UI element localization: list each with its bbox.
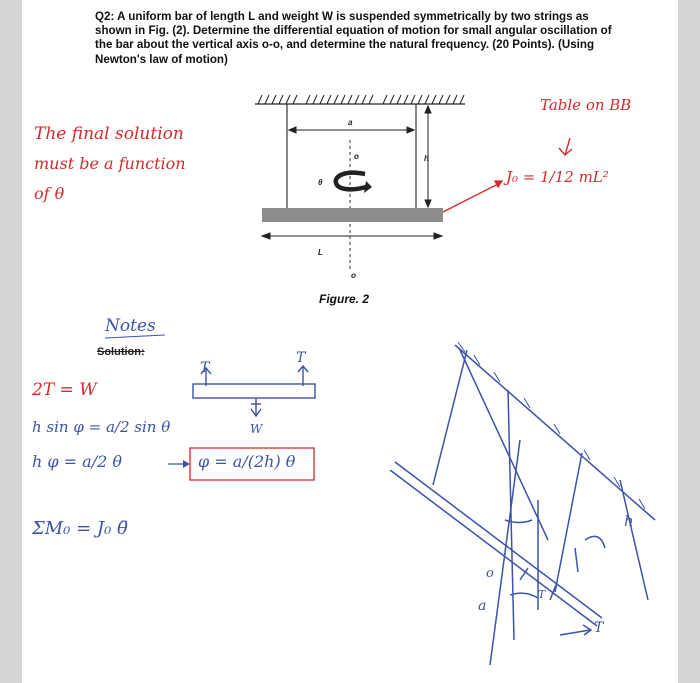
figure-caption: Figure. 2: [319, 292, 370, 306]
figure-label-a: a: [348, 118, 353, 127]
dimension-L: [262, 233, 442, 239]
inertia-formula: J₀ = 1/12 mL²: [506, 168, 609, 186]
figure-label-theta: θ: [318, 178, 323, 187]
rotation-arrow-icon: [336, 173, 366, 190]
fbd-label-T-left: T: [200, 360, 210, 376]
question-rest: is suspended symmetrically by two strings as shown in Fig. (2). Determine the differential equation of motion for small angular oscillation of the bar about the vertical axis o-o, and determine the natural frequency. (20 Points). (Using Newton's law of motion): [95, 10, 612, 66]
fbd-label-W: W: [250, 422, 263, 436]
sketch-label-o: o: [486, 566, 494, 581]
red-note-line2: must be a function: [34, 154, 186, 173]
equation-1: 2T = W: [32, 380, 97, 400]
sketch-label-h: h: [624, 512, 634, 530]
figure-label-h: h: [424, 154, 429, 163]
question-lead: Q2: A uniform bar of length: [95, 10, 249, 23]
ceiling: [255, 95, 465, 104]
sketch-label-T: T: [594, 620, 604, 636]
fbd-label-T-right: T: [296, 350, 306, 366]
figure-label-o-top: o: [354, 152, 359, 161]
table-note: Table on BB: [540, 96, 632, 114]
bar-to-inertia-arrow: [443, 181, 502, 212]
red-note-line1: The final solution: [34, 124, 184, 144]
question-mid: and weight: [254, 10, 322, 23]
sketch-label-T-small: T: [538, 588, 546, 601]
question-L: L: [248, 10, 255, 23]
sketch-label-a: a: [478, 598, 487, 614]
table-arrow: [559, 138, 572, 155]
bar: [262, 208, 443, 222]
dimension-a: [289, 127, 414, 133]
solution-label: Solution:: [97, 346, 145, 358]
equation-3-boxed: φ = a/(2h) θ: [198, 452, 296, 471]
red-note-line3: of θ: [34, 184, 65, 203]
figure-label-o-bottom: o: [351, 271, 356, 280]
equation-2: h sin φ = a/2 sin θ: [32, 418, 171, 436]
figure-label-L: L: [318, 248, 323, 257]
free-body-diagram: [193, 366, 315, 416]
oscillation-sketch: [390, 342, 655, 665]
equation-4: ΣM₀ = J₀ θ̈: [32, 518, 128, 539]
question-W: W: [321, 10, 333, 23]
equation-3-left: h φ = a/2 θ: [32, 452, 122, 471]
notes-heading: Notes: [105, 316, 156, 336]
